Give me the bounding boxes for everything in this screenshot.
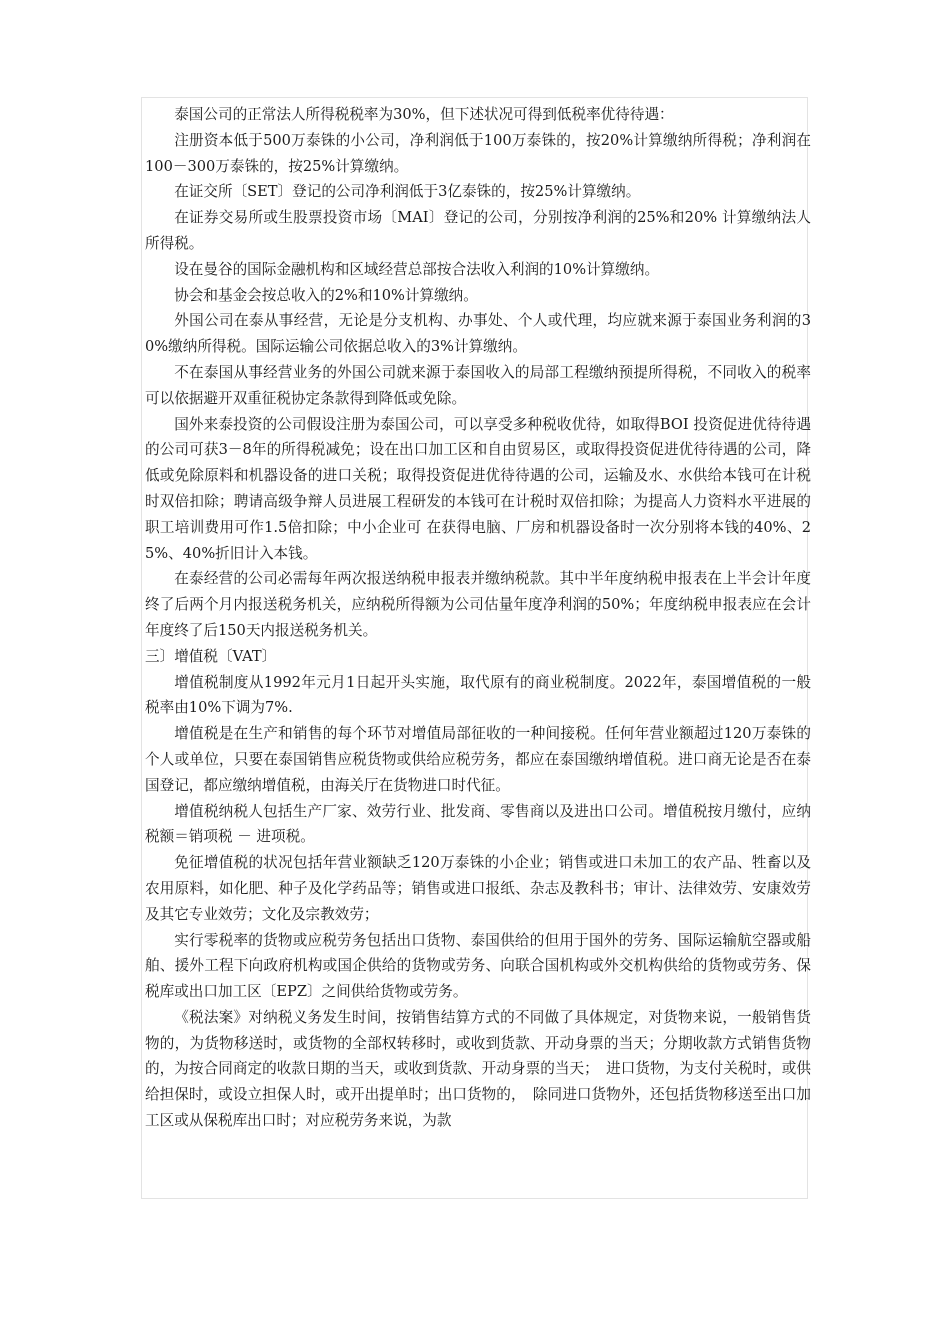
- paragraph-13: 增值税纳税人包括生产厂家、效劳行业、批发商、零售商以及进出口公司。增值税按月缴付，应纳税额＝销项税 － 进项税。: [145, 802, 811, 846]
- paragraph-15: 实行零税率的货物或应税劳务包括出口货物、泰国供给的但用于国外的劳务、国际运输航空器或船舶、援外工程下向政府机构或国企供给的货物或劳务、向联合国机构或外交机构供给的货物或劳务、保税库或出口加工区〔EPZ〕之间供给货物或劳务。: [145, 931, 811, 1001]
- paragraph-6: 协会和基金会按总收入的2%和10%计算缴纳。: [174, 286, 478, 304]
- paragraph-8: 不在泰国从事经营业务的外国公司就来源于泰国收入的局部工程缴纳预提所得税，不同收入的税率可以依据避开双重征税协定条款得到降低或免除。: [145, 363, 811, 407]
- document-body: [145, 102, 811, 1134]
- paragraph-14: 免征增值税的状况包括年营业额缺乏120万泰铢的小企业；销售或进口未加工的农产品、牲畜以及农用原料，如化肥、种子及化学药品等；销售或进口报纸、杂志及教科书；审计、法律效劳、安康效劳及其它专业效劳；文化及宗教效劳；: [145, 854, 811, 923]
- paragraph-7: 外国公司在泰从事经营，无论是分支机构、办事处、个人或代理，均应就来源于泰国业务利润的30%缴纳所得税。国际运输公司依据总收入的3%计算缴纳。: [145, 312, 811, 356]
- paragraph-11: 增值税制度从1992年元月1日起开头实施，取代原有的商业税制度。2022年，泰国增值税的一般税率由10%下调为7%.: [145, 673, 811, 717]
- paragraph-16: 《税法案》对纳税义务发生时间，按销售结算方式的不同做了具体规定，对货物来说，一般销售货物的，为货物移送时，或货物的全部权转移时，或收到货款、开动身票的当天；分期收款方式销售货物的，为按合同商定的收款日期的当天，或收到货款、开动身票的当天； 进口货物，为支付关税时，或供给担保时，或设立担保人时，或开出提单时；出口货物的， 除同进口货物外，还包括货物移送至出口加工区或从保税库出口时；对应税劳务来说，为款: [145, 1008, 811, 1130]
- paragraph-2: 注册资本低于500万泰铢的小公司，净利润低于100万泰铢的，按20%计算缴纳所得税；净利润在100－300万泰铢的，按25%计算缴纳。: [145, 131, 811, 175]
- paragraph-12: 增值税是在生产和销售的每个环节对增值局部征收的一种间接税。任何年营业额超过120万泰铢的个人或单位，只要在泰国销售应税货物或供给应税劳务，都应在泰国缴纳增值税。进口商无论是否在泰国登记，都应缴纳增值税，由海关厅在货物进口时代征。: [145, 725, 811, 794]
- section-heading-vat: 三〕增值税〔VAT〕: [145, 647, 277, 665]
- paragraph-9: 国外来泰投资的公司假设注册为泰国公司，可以享受多种税收优待，如取得BOI 投资促进优待待遇的公司可获3－8年的所得税减免；设在出口加工区和自由贸易区，或取得投资促进优待待遇的公司，降低或免除原料和机器设备的进口关税；取得投资促进优待待遇的公司，运输及水、水供给本钱可在计税时双倍扣除；聘请高级争辩人员进展工程研发的本钱可在计税时双倍扣除；为提高人力资料水平进展的职工培训费用可作1.5倍扣除；中小企业可 在获得电脑、厂房和机器设备时一次分别将本钱的40%、25%、40%折旧计入本钱。: [145, 415, 811, 562]
- paragraph-10: 在泰经营的公司必需每年两次报送纳税申报表并缴纳税款。其中半年度纳税申报表在上半会计年度终了后两个月内报送税务机关，应纳税所得额为公司估量年度净利润的50%；年度纳税申报表应在会计年度终了后150天内报送税务机关。: [145, 570, 811, 639]
- paragraph-3: 在证交所〔SET〕登记的公司净利润低于3亿泰铢的，按25%计算缴纳。: [174, 183, 641, 201]
- paragraph-5: 设在曼谷的国际金融机构和区域经营总部按合法收入利润的10%计算缴纳。: [174, 260, 660, 278]
- paragraph-1: 泰国公司的正常法人所得税税率为30%，但下述状况可得到低税率优待待遇：: [174, 106, 674, 123]
- paragraph-4: 在证券交易所或生股票投资市场〔MAI〕登记的公司，分别按净利润的25%和20% 计算缴纳法人所得税。: [145, 209, 811, 252]
